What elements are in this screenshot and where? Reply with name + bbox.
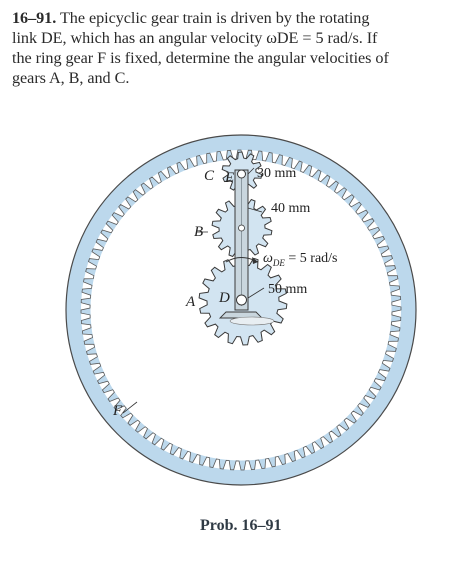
- label-a: A: [186, 294, 196, 310]
- label-d: D: [219, 290, 230, 306]
- figure-caption: Prob. 16–91: [200, 517, 282, 534]
- pin-b: [239, 225, 245, 231]
- problem-line-3: the ring gear F is fixed, determine the angular velocities of: [12, 49, 389, 67]
- label-e: E: [225, 170, 235, 186]
- label-c: C: [204, 168, 215, 184]
- dim-40mm: 40 mm: [271, 201, 311, 216]
- problem-text-1: The epicyclic gear train is driven by the rotating: [59, 9, 370, 27]
- label-f: F: [113, 403, 123, 419]
- problem-line-4: gears A, B, and C.: [12, 69, 130, 87]
- pin-e: [238, 170, 246, 178]
- omega-de-label: $\omega_{DE} = 5$ rad/s: [263, 251, 338, 268]
- dim-50mm: 50 mm: [268, 282, 308, 297]
- problem-line-2: link DE, which has an angular velocity ωDE = 5 rad/s. If: [12, 29, 378, 47]
- label-b: B: [194, 224, 204, 240]
- dim-30mm: 30 mm: [257, 166, 297, 181]
- pin-d: [237, 295, 247, 305]
- problem-number: 16–91.: [12, 9, 57, 27]
- link-de: [235, 170, 248, 310]
